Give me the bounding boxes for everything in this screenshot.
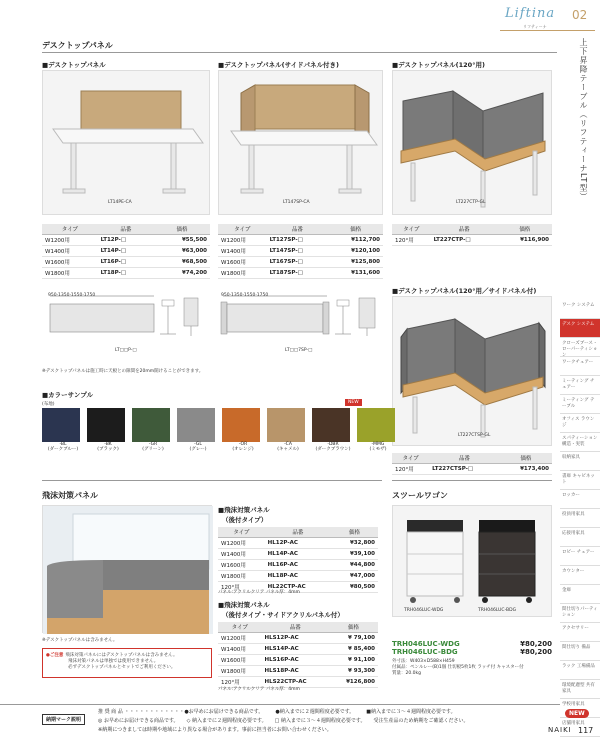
wagon-spec: 付属品：ペンルレー(B)1個 仕切板5枚1枚 ラッチ付 キャスター付 <box>392 665 524 670</box>
brand-subtitle: リフティーナ <box>523 24 547 29</box>
cell-price: ¥ 91,100 <box>329 655 378 666</box>
side-nav-item[interactable]: 収納家具 <box>560 452 600 471</box>
footer-item: 推 奨 商 品 ・・・・・・・・・・・・●お早めにお届けできる商品です。 <box>98 709 264 715</box>
cell-type: W1400用 <box>42 246 98 257</box>
caution-line: 必ずデスクトップパネルとセットでご利用ください。 <box>68 665 176 670</box>
cell-price: ¥ 85,400 <box>329 644 378 655</box>
cell-price: ¥39,100 <box>331 549 378 560</box>
splash-block1-title: ■飛沫対策パネル <box>218 506 270 514</box>
table-row <box>218 257 383 268</box>
product-image-panel-side <box>218 70 383 215</box>
cell-type: W1800用 <box>42 268 98 279</box>
section-title-desktop-panel: デスクトップパネル <box>42 41 113 50</box>
swatch-code: -GR <box>148 442 158 447</box>
cell-code: LT127SP-□ <box>267 235 329 246</box>
col-header: 品番 <box>267 224 329 235</box>
cell-price: ¥80,500 <box>331 582 378 593</box>
col-header: タイプ <box>392 453 429 464</box>
cell-code: LT12P-□ <box>98 235 155 246</box>
side-nav-item[interactable]: ワークチェアー <box>560 357 600 376</box>
col-header: 価格 <box>329 622 378 633</box>
side-nav-item[interactable]: ワーク システム <box>560 300 600 319</box>
side-nav-item[interactable]: 環境配慮型 共有家具 <box>560 680 600 699</box>
side-nav-item[interactable]: 応接用家具 <box>560 528 600 547</box>
cell-type: W1200用 <box>218 633 261 644</box>
table-row <box>218 235 383 246</box>
cell-price: ¥ 93,300 <box>329 666 378 677</box>
cell-code: HL12P-AC <box>265 538 331 549</box>
block-title-panel-120: ■デスクトップパネル(120°用) <box>392 61 485 69</box>
col-header: 品番 <box>265 527 331 538</box>
table-row <box>218 549 378 560</box>
cell-code: LT16P-□ <box>98 257 155 268</box>
product-price: ¥80,200 <box>520 640 552 648</box>
cell-code: LT227CTSP-□ <box>429 464 500 475</box>
section-rule <box>42 480 382 481</box>
cell-type: 120°用 <box>392 464 429 475</box>
side-nav-item[interactable]: 間仕切り 備品 <box>560 642 600 661</box>
product-code: TRH046LUC-WDG <box>392 640 460 648</box>
caution-line: 飛沫対策パネルにはデスクトップパネルは含みません。 <box>65 653 178 658</box>
cell-price: ¥ 79,100 <box>329 633 378 644</box>
swatch-name: (グリーン) <box>142 447 164 453</box>
col-header: 価格 <box>331 527 378 538</box>
table-row <box>42 246 210 257</box>
wagon-product-list <box>392 640 552 676</box>
swatch-color <box>177 408 215 442</box>
dimension-text: 950·1350·1550·1750 <box>48 293 96 298</box>
cell-code: LT167SP-□ <box>267 257 329 268</box>
swatch-code: -DBR <box>327 442 339 447</box>
image-caption: LT147SP-CA <box>283 200 310 205</box>
side-nav-item[interactable]: 役員用家具 <box>560 509 600 528</box>
wagon-product <box>392 648 552 656</box>
splash-block2-note: パネル:アクリルクリア パネル厚：4mm <box>218 687 300 692</box>
cell-code: HL16P-AC <box>265 560 331 571</box>
new-badge: NEW <box>345 399 362 406</box>
price-table-splash2 <box>218 622 378 688</box>
side-nav-item[interactable]: ラック 工場備品 <box>560 661 600 680</box>
footer-item: ◇ 納入までに２週間程度必要です。 <box>186 718 267 724</box>
side-nav-item[interactable]: クローズブース・ローパーティション <box>560 338 600 357</box>
col-header: タイプ <box>392 224 431 235</box>
swatch-item <box>312 408 354 453</box>
splash-block2-title: ■飛沫対策パネル <box>218 601 270 609</box>
cell-price: ¥116,900 <box>498 235 552 246</box>
swatch-code: -BK <box>104 442 112 447</box>
swatch-code: -CA <box>284 442 292 447</box>
col-header: タイプ <box>218 224 267 235</box>
swatch-item <box>42 408 84 453</box>
footer-line-3: ※納期につきましては時期や地域により異なる場合があります。事前に担当者にお問い合わせください。 <box>98 727 332 733</box>
block-title-panel: ■デスクトップパネル <box>42 61 106 69</box>
swatch-item <box>357 408 399 453</box>
swatch-item <box>87 408 129 453</box>
cell-type: W1600用 <box>218 257 267 268</box>
col-header: 品番 <box>431 224 498 235</box>
cell-code: HL14P-AC <box>265 549 331 560</box>
cell-type: W1600用 <box>218 655 261 666</box>
footer-item: 受注生産品のため納期をご確認ください。 <box>373 718 469 724</box>
caution-label: ●ご注意 <box>46 653 64 658</box>
image-caption: TRH046LUC-BDG <box>478 608 517 613</box>
side-nav-item[interactable]: ミーティング チェアー <box>560 376 600 395</box>
new-badge: NEW <box>565 709 589 718</box>
price-table-splash1 <box>218 527 378 593</box>
swatch-code: -MMG <box>371 442 385 447</box>
swatch-code: -BL <box>59 442 67 447</box>
table-row <box>218 571 378 582</box>
cell-code: HLS14P-AC <box>261 644 328 655</box>
price-table-panel-120-side <box>392 453 552 475</box>
cell-type: W1200用 <box>218 538 265 549</box>
cell-type: W1200用 <box>218 235 267 246</box>
col-header: タイプ <box>218 622 261 633</box>
swatch-color <box>132 408 170 442</box>
swatch-code: -OR <box>238 442 248 447</box>
cell-code: HLS12P-AC <box>261 633 328 644</box>
swatch-name: (キャメル) <box>277 447 299 453</box>
cell-price: ¥44,800 <box>331 560 378 571</box>
image-caption: LT227CTP-GL <box>456 200 486 205</box>
cell-price: ¥126,800 <box>329 677 378 688</box>
splash-block1-subtitle: （後付タイプ） <box>222 516 268 524</box>
section-title-wagon: スツールワゴン <box>392 491 448 500</box>
table-row <box>218 633 378 644</box>
cell-price: ¥120,100 <box>328 246 383 257</box>
side-nav-item[interactable]: 金庫 <box>560 585 600 604</box>
image-caption: LT14PE-CA <box>108 200 132 205</box>
cell-code: HL18P-AC <box>265 571 331 582</box>
swatch-color <box>312 408 350 442</box>
table-row <box>218 644 378 655</box>
splash-note: ※デスクトップパネルは含みません。 <box>42 638 118 643</box>
footer-item: ◎ お早めにお届けできる商品です。 <box>98 718 179 724</box>
footer-line-1 <box>98 708 558 715</box>
swatch-name: (ダークブルー) <box>47 447 79 453</box>
side-nav-item[interactable]: デスク システム <box>560 319 600 338</box>
footer-line-2 <box>98 717 558 724</box>
cell-type: W1400用 <box>218 549 265 560</box>
table-row <box>218 560 378 571</box>
col-header: 価格 <box>154 224 210 235</box>
cell-price: ¥32,800 <box>331 538 378 549</box>
product-code: TRH046LUC-BDG <box>392 648 458 656</box>
technical-drawing-panel-side <box>215 290 390 345</box>
swatch-color <box>267 408 305 442</box>
drawing-label: LT□□P-□ <box>115 348 137 353</box>
col-header: 価格 <box>500 453 552 464</box>
drawing-label: LT□□7SP-□ <box>285 348 313 353</box>
chapter-number: 02 <box>572 8 588 22</box>
cell-code: HLS18P-AC <box>261 666 328 677</box>
swatch-name: (グレー) <box>189 447 207 453</box>
swatch-item <box>267 408 309 453</box>
product-image-splash <box>42 505 212 633</box>
swatch-color <box>357 408 395 442</box>
col-header: タイプ <box>42 224 98 235</box>
table-row <box>218 268 383 279</box>
swatch-color <box>87 408 125 442</box>
swatch-item <box>177 408 219 453</box>
image-caption: TRH046LUC-WDG <box>404 608 444 613</box>
swatch-code: -GL <box>194 442 202 447</box>
footer-item: ●納入までに２週間程度必要です。 <box>275 709 355 715</box>
side-nav-item[interactable]: カウンター <box>560 566 600 585</box>
swatch-color <box>42 408 80 442</box>
swatch-item <box>222 408 264 453</box>
delivery-mark-label: 納期マーク説明 <box>42 714 85 725</box>
technical-drawing-panel <box>42 290 212 345</box>
table-row <box>392 235 552 246</box>
col-header: タイプ <box>218 527 265 538</box>
footer-page-number: 117 <box>578 726 594 735</box>
side-nav-item[interactable]: ロビー チェアー <box>560 547 600 566</box>
product-image-panel <box>42 70 210 215</box>
splash-block2-subtitle: （後付タイプ・サイドアクリルパネル付） <box>222 611 344 619</box>
footer-item: □ 納入までに３～４週間程度必要です。 <box>274 718 366 724</box>
cell-type: W1800用 <box>218 571 265 582</box>
section-title-splash-panel: 飛沫対策パネル <box>42 491 98 500</box>
side-nav-item[interactable]: ロッカー <box>560 490 600 509</box>
side-nav-item[interactable]: オフィス ラウンジ <box>560 414 600 433</box>
swatch-row <box>42 408 399 453</box>
side-nav <box>560 300 600 737</box>
cell-type: 120°用 <box>218 582 265 593</box>
product-image-panel-120-side <box>392 296 552 446</box>
side-nav-item[interactable]: 店舗用家具 <box>560 718 600 737</box>
block-title-panel-120-side: ■デスクトップパネル(120°用／サイドパネル付) <box>392 287 537 295</box>
swatch-item <box>132 408 174 453</box>
block-title-panel-side: ■デスクトップパネル(サイドパネル付き) <box>218 61 340 69</box>
footer-rule <box>0 704 560 705</box>
footer-item: ■納入までに３～４週間程度必要です。 <box>366 709 456 715</box>
table-row <box>392 464 552 475</box>
side-nav-item[interactable]: スパティーション 構造・実装 <box>560 433 600 452</box>
cell-price: ¥173,400 <box>500 464 552 475</box>
cell-price: ¥74,200 <box>154 268 210 279</box>
image-caption: LT227CTSP-GL <box>458 433 491 438</box>
vertical-section-title: 上下昇降テーブル（リフティーナLT型） <box>579 38 588 202</box>
product-price: ¥80,200 <box>520 648 552 656</box>
side-nav-item[interactable]: 間仕切りパーティション <box>560 604 600 623</box>
col-header: 品番 <box>429 453 500 464</box>
section-rule <box>392 480 552 481</box>
cell-type: W1800用 <box>218 666 261 677</box>
swatch-color <box>222 408 260 442</box>
cell-price: ¥125,800 <box>328 257 383 268</box>
swatch-name: (ブラック) <box>97 447 119 453</box>
wagon-spec: 外寸法：W403×D588×H459 <box>392 659 455 664</box>
cell-code: LT227CTP-□ <box>431 235 498 246</box>
cell-type: W1600用 <box>42 257 98 268</box>
cell-price: ¥47,000 <box>331 571 378 582</box>
cell-type: W1400用 <box>218 246 267 257</box>
cell-code: LT14P-□ <box>98 246 155 257</box>
cell-code: LT187SP-□ <box>267 268 329 279</box>
col-header: 価格 <box>328 224 383 235</box>
cell-type: 120°用 <box>392 235 431 246</box>
cell-price: ¥131,600 <box>328 268 383 279</box>
swatch-name: (オレンジ) <box>232 447 254 453</box>
cell-code: HLS16P-AC <box>261 655 328 666</box>
table-row <box>218 666 378 677</box>
section-rule <box>42 52 557 53</box>
header-rule <box>500 30 595 31</box>
table-row <box>218 246 383 257</box>
cell-code: HL22CTP-AC <box>265 582 331 593</box>
col-header: 価格 <box>498 224 552 235</box>
brand-logo: Liftina <box>505 6 556 21</box>
cell-price: ¥68,500 <box>154 257 210 268</box>
swatch-name: (ミモザ) <box>369 447 387 453</box>
cell-price: ¥112,700 <box>328 235 383 246</box>
price-table-panel-side <box>218 224 383 279</box>
side-nav-item[interactable]: ミーティング テーブル <box>560 395 600 414</box>
cell-price: ¥63,000 <box>154 246 210 257</box>
col-header: 品番 <box>261 622 328 633</box>
table-row <box>218 538 378 549</box>
price-table-panel-120 <box>392 224 552 246</box>
dimension-text: 950·1350·1550·1750 <box>221 293 269 298</box>
splash-block1-note: パネル:アクリルクリア パネル厚：4mm <box>218 590 300 595</box>
color-sample-subtitle: (布地) <box>42 402 55 407</box>
cell-type: W1400用 <box>218 644 261 655</box>
product-image-wagon <box>392 505 552 617</box>
cell-type: W1800用 <box>218 268 267 279</box>
cell-price: ¥55,500 <box>154 235 210 246</box>
cell-type: W1200用 <box>42 235 98 246</box>
swatch-name: (ダークブラウン) <box>315 447 351 453</box>
table-row <box>218 655 378 666</box>
side-nav-item[interactable]: 書庫 キャビネット <box>560 471 600 490</box>
side-nav-item[interactable]: 学校用家具 <box>560 699 600 718</box>
cell-type: W1600用 <box>218 560 265 571</box>
product-image-panel-120 <box>392 70 552 215</box>
cell-type: 120°用 <box>218 677 261 688</box>
caution-box <box>42 648 212 678</box>
cell-code: HLS22CTP-AC <box>261 677 328 688</box>
footer-brand: NAIKI <box>548 726 572 734</box>
panel-note: ※デスクトップパネルは施工時に天板との隙間を20mm開けることができます。 <box>42 369 204 374</box>
cell-code: LT18P-□ <box>98 268 155 279</box>
table-row <box>42 235 210 246</box>
caution-line: 飛沫対策パネルは単独では使用できません。 <box>68 659 159 664</box>
wagon-product <box>392 640 552 648</box>
table-row <box>42 257 210 268</box>
table-row <box>42 268 210 279</box>
price-table-panel <box>42 224 210 279</box>
side-nav-item[interactable]: アクセサリー <box>560 623 600 642</box>
cell-code: LT147SP-□ <box>267 246 329 257</box>
color-sample-title: ■カラーサンプル <box>42 391 94 399</box>
col-header: 品番 <box>98 224 155 235</box>
wagon-spec: 質量：20.0kg <box>392 671 421 676</box>
